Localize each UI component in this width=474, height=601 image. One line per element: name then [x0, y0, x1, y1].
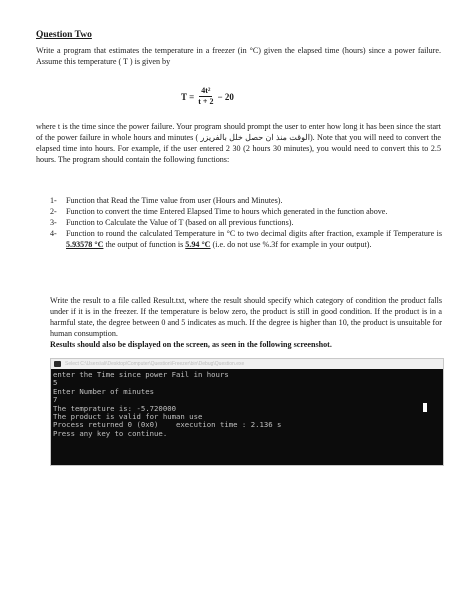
list-item: [50, 229, 442, 251]
formula-fraction: [198, 86, 213, 107]
console-line: The product is valid for human use: [53, 412, 203, 422]
console-app-icon: [54, 361, 61, 367]
list-number: 2-: [50, 206, 57, 216]
list-number: 4-: [50, 228, 57, 238]
list-item: [50, 196, 442, 207]
result-paragraph: Write the result to a file called Result.txt, where the result should specify which category of condition the product falls under if it is in the freezer. If the temperature is below zero, the product is still in good condition. If the product is in a harmful state, the degree between 0 and 5 indicates as much. If the degree is higher than 10, the product is unsuitable for human consumption.: [50, 296, 442, 338]
list-text: [66, 229, 442, 251]
console-window: [50, 358, 444, 466]
console-output: [51, 369, 443, 438]
example-value-input: 5.93578 °C: [66, 239, 104, 249]
functions-intro: The program should contain the following functions:: [57, 154, 230, 164]
intro-paragraph: Write a program that estimates the temperature in a freezer (in °C) given the elapsed time (hours) since a power failure. Assume this temperature ( T ) is given by: [36, 46, 441, 66]
function-list: [50, 196, 442, 251]
console-line: Process returned 0 (0x0) execution time : 2.136 s: [53, 420, 282, 430]
description-text: where t is the time since the power failure. Your program should prompt the user to enter how long it has been since the start of the power failure in whole hours and minutes ( الوقت منذ ان حصل خلل بالفريزر). Note that you will need to convert the elapsed time into hours. For example, if the user entered 2 30 (2 hours 30 minutes), you would need to convert this to 2.5 hours.: [36, 122, 441, 164]
console-title: Select C:\Users\ali\Desktop\Computer\Question\Freezer\bin\Debug\Question.exe: [65, 361, 245, 367]
list-text-part: the output of function is: [103, 239, 186, 249]
screen-note: Results should also be displayed on the screen, as seen in the following screenshot.: [50, 340, 332, 349]
list-item: [50, 207, 442, 218]
formula-rhs: − 20: [217, 91, 234, 102]
list-text: Function that Read the Time value from user (Hours and Minutes).: [66, 196, 283, 205]
formula-denominator: t + 2: [198, 97, 214, 106]
list-item: [50, 218, 442, 229]
description-paragraph: [36, 122, 441, 166]
console-line: The temprature is: -5.720000: [53, 403, 177, 413]
list-text-part: (i.e. do not use %.3f for example in your output).: [210, 239, 372, 249]
list-number: 1-: [50, 196, 57, 205]
question-heading: Question Two: [36, 30, 92, 40]
console-line: Press any key to continue.: [53, 428, 168, 438]
list-number: 3-: [50, 217, 57, 227]
list-text-part: Function to round the calculated Temperature in °C to two decimal digits after fraction, example if Temperature is: [66, 228, 442, 238]
formula-lhs: T =: [181, 91, 195, 102]
console-titlebar: [51, 359, 443, 369]
console-line: 7: [53, 395, 58, 405]
list-text: Function to Calculate the Value of T (based on all previous functions).: [66, 217, 294, 227]
formula-numerator: 4t²: [201, 86, 211, 95]
console-cursor: [423, 403, 427, 412]
console-line: enter the Time since power Fail in hours: [53, 370, 229, 379]
example-value-output: 5.94 °C: [185, 239, 211, 249]
console-line: Enter Number of minutes: [53, 386, 155, 396]
temperature-formula: [181, 86, 234, 107]
console-line: 5: [53, 378, 58, 388]
list-text: Function to convert the time Entered Elapsed Time to hours which generated in the function above.: [66, 206, 388, 216]
